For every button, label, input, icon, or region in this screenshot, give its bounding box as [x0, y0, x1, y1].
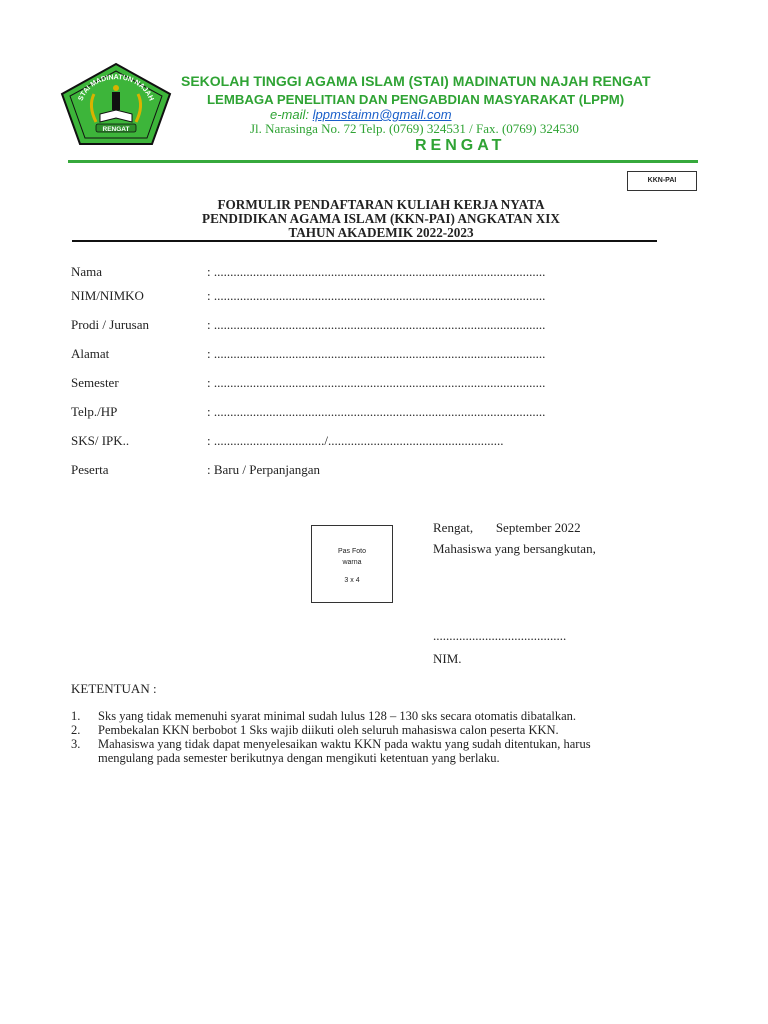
place-date: Rengat, September 2022: [433, 520, 581, 535]
photo-label-1: Pas Foto: [337, 548, 366, 555]
form-code-badge: KKN-PAI: [627, 171, 697, 191]
institution-name: SEKOLAH TINGGI AGAMA ISLAM (STAI) MADINATUN NAJAH RENGAT: [181, 73, 651, 89]
field-label: Prodi / Jurusan: [71, 317, 149, 332]
city-title: RENGAT: [415, 137, 506, 154]
list-number: 3.: [71, 737, 81, 751]
photo-label-2: warna: [342, 559, 362, 566]
field-input[interactable]: : ......................................................................................................: [207, 404, 546, 419]
form-title-line-1: FORMULIR PENDAFTARAN KULIAH KERJA NYATA: [217, 197, 545, 212]
field-input[interactable]: : ......................................................................................................: [207, 346, 546, 361]
stai-logo: [60, 62, 172, 146]
field-label: Semester: [71, 375, 119, 390]
list-text: Sks yang tidak memenuhi syarat minimal sudah lulus 128 – 130 sks secara otomatis dibatalkan.: [98, 709, 577, 723]
address-line: Jl. Narasinga No. 72 Telp. (0769) 324531 / Fax. (0769) 324530: [250, 121, 579, 136]
signature-line[interactable]: .........................................: [433, 628, 567, 643]
photo-size: 3 x 4: [344, 577, 360, 584]
field-label: Telp./HP: [71, 404, 118, 419]
list-number: 1.: [71, 709, 81, 723]
header-divider: [68, 160, 698, 163]
signer-role: Mahasiswa yang bersangkutan,: [433, 541, 596, 556]
photo-placeholder: [311, 525, 393, 603]
form-title-line-2: PENDIDIKAN AGAMA ISLAM (KKN-PAI) ANGKATAN XIX: [202, 211, 560, 226]
email-link[interactable]: lppmstaimn@gmail.com: [312, 107, 452, 122]
field-input[interactable]: : ......................................................................................................: [207, 317, 546, 332]
institute-name: LEMBAGA PENELITIAN DAN PENGABDIAN MASYARAKAT (LPPM): [207, 92, 625, 107]
field-input[interactable]: : ......................................................................................................: [207, 264, 546, 279]
email-label: e-mail:: [270, 107, 310, 122]
form-title-line-3: TAHUN AKADEMIK 2022-2023: [288, 225, 474, 240]
ketentuan-heading: KETENTUAN :: [71, 681, 157, 696]
list-number: 2.: [71, 723, 81, 737]
logo-top-text: STAI MADINATUN NAJAH: [77, 74, 155, 102]
field-label: NIM/NIMKO: [71, 288, 144, 303]
field-label: SKS/ IPK..: [71, 433, 130, 448]
email-line: [270, 107, 768, 122]
field-label: Peserta: [71, 462, 109, 477]
signer-nim: NIM.: [433, 651, 462, 666]
field-label: Nama: [71, 264, 103, 279]
field-label: Alamat: [71, 346, 110, 361]
field-input[interactable]: : ......................................................................................................: [207, 288, 546, 303]
field-input[interactable]: : ......................................................................................................: [207, 375, 546, 390]
list-text: Pembekalan KKN berbobot 1 Sks wajib diikuti oleh seluruh mahasiswa calon peserta KKN.: [98, 723, 559, 737]
logo-bottom-text: RENGAT: [102, 126, 130, 133]
list-text: Mahasiswa yang tidak dapat menyelesaikan waktu KKN pada waktu yang sudah ditentukan, harus: [98, 737, 591, 751]
field-input[interactable]: : ................................../......................................................: [207, 433, 504, 448]
field-option[interactable]: : Baru / Perpanjangan: [207, 462, 320, 477]
list-text: mengulang pada semester berikutnya dengan mengikuti ketentuan yang berlaku.: [98, 751, 500, 765]
title-underline: [72, 240, 657, 242]
